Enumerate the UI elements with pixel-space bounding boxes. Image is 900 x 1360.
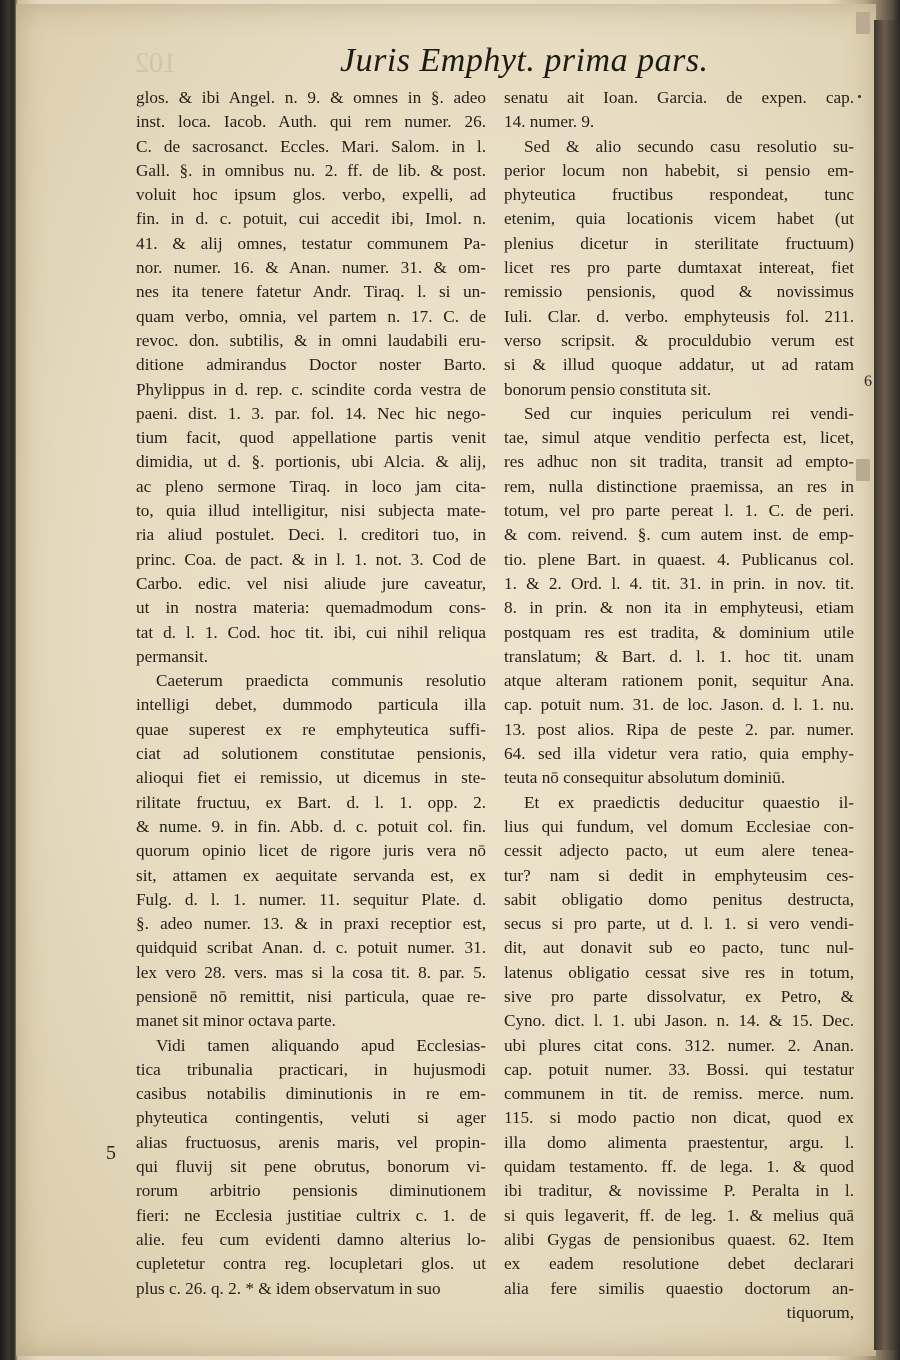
- text-line: teuta nō consequitur absolutum dominiū.: [504, 768, 786, 788]
- text-line: quam verbo, omnia, vel partem n. 17. C. de: [136, 306, 486, 326]
- text-line: licet res pro parte dumtaxat intereat, fiet: [504, 258, 854, 278]
- text-line: ria aliud postulet. Deci. l. creditori tuo, in: [136, 525, 486, 545]
- text-line: 13. post alios. Ripa de peste 2. par. numer.: [504, 719, 854, 739]
- text-line: nes ita tenere fatetur Andr. Tiraq. l. si un-: [136, 282, 486, 302]
- text-line: translatum; & Bart. d. l. 1. hoc tit. unam: [504, 646, 854, 666]
- text-line: cupletetur contra reg. locupletari glos. ut: [136, 1254, 486, 1274]
- text-line: plus c. 26. q. 2. * & idem observatum in suo: [136, 1278, 441, 1298]
- text-line: alias fructuosus, arenis maris, vel propin-: [136, 1132, 486, 1152]
- text-line: tica tribunalia practicari, in hujusmodi: [136, 1059, 486, 1079]
- page-edge-tab: [856, 459, 870, 481]
- text-line: manet sit minor octava parte.: [136, 1011, 336, 1031]
- text-line: fin. in d. c. potuit, cui accedit ibi, Imol. n.: [136, 209, 486, 229]
- text-line: Iuli. Clar. d. verbo. emphyteusis fol. 211.: [504, 306, 854, 326]
- text-line: si & illud quoque addatur, ut ad ratam: [504, 355, 854, 375]
- text-line: 1. & 2. Ord. l. 4. tit. 31. in prin. in nov. tit.: [504, 573, 854, 593]
- text-line: nor. numer. 16. & Anan. numer. 31. & om-: [136, 258, 486, 278]
- text-line: to, quia illud intelligitur, nisi subjecta mate-: [136, 501, 486, 521]
- text-line: Vidi tamen aliquando apud Ecclesias-: [156, 1035, 486, 1055]
- text-line: atque alteram rationem ponit, sequitur Ana.: [504, 671, 854, 691]
- text-line: glos. & ibi Angel. n. 9. & omnes in §. adeo: [136, 88, 486, 107]
- text-line: alibi Gygas de pensionibus quaest. 62. Item: [504, 1229, 854, 1249]
- text-line: 8. in prin. & non ita in emphyteusi, etiam: [504, 598, 854, 618]
- text-line: casibus notabilis diminutionis in re em-: [136, 1084, 486, 1104]
- text-line: rem, nulla distinctione praemissa, an res in: [504, 476, 854, 496]
- text-line: ac pleno sermone Tiraq. in loco jam cita-: [136, 476, 486, 496]
- text-line: alia fere similis quaestio doctorum an-: [504, 1278, 854, 1298]
- ink-mark: [858, 95, 861, 98]
- text-line: verso scripsit. & proculdubio verum est: [504, 330, 854, 350]
- text-line: 115. si modo pactio non dicat, quod ex: [504, 1108, 854, 1128]
- text-line: sabit obligatio domo penitus destructa,: [504, 889, 854, 909]
- text-line: quidam testamento. ff. de lega. 1. & quod: [504, 1157, 854, 1177]
- text-line: ditione admirandus Doctor noster Barto.: [136, 355, 486, 375]
- text-line: cap. potuit num. 31. de loc. Jason. d. l. 1. nu.: [504, 695, 854, 715]
- text-line: Phylippus in d. rep. c. scindite corda vestra de: [136, 379, 486, 399]
- text-line: Sed cur inquies periculum rei vendi-: [524, 403, 854, 423]
- text-line: etenim, quia locationis vicem habet (ut: [504, 209, 854, 229]
- text-line: tur? nam si dedit in emphyteusim ces-: [504, 865, 854, 885]
- running-head: Juris Emphyt. prima pars.: [340, 42, 709, 79]
- text-line: postquam res est tradita, & dominium utile: [504, 622, 854, 642]
- text-line: C. de sacrosanct. Eccles. Mari. Salom. in l.: [136, 136, 486, 156]
- text-line: secus si pro parte, ut d. l. 1. si vero vendi-: [504, 914, 854, 934]
- text-line: tae, simul atque venditio perfecta est, licet,: [504, 428, 854, 448]
- text-line: dimidia, ut d. §. portionis, ubi Alcia. & alij,: [136, 452, 486, 472]
- text-line: illa domo alimenta praestentur, argu. l.: [504, 1132, 854, 1152]
- margin-note-left: 5: [106, 1142, 116, 1164]
- text-line: quidquid scribat Anan. d. c. potuit numer. 31.: [136, 938, 486, 958]
- text-line: & com. reivend. §. cum autem inst. de emp-: [504, 525, 854, 545]
- text-line: res adhuc non sit tradita, transit ad empto-: [504, 452, 854, 472]
- text-line: cap. potuit numer. 33. Bossi. qui testatur: [504, 1059, 854, 1079]
- page-header: [135, 42, 855, 82]
- text-line: inst. loca. Iacob. Auth. qui rem numer. 26.: [136, 112, 486, 132]
- right-text-column: [504, 86, 854, 1325]
- text-line: phyteutica contingentis, veluti si ager: [136, 1108, 486, 1128]
- text-line: remissio pensionis, quod & novissimus: [504, 282, 854, 302]
- text-line: permansit.: [136, 646, 209, 666]
- text-line: senatu ait Ioan. Garcia. de expen. cap.: [504, 88, 854, 107]
- text-line: fieri: ne Ecclesia justitiae cultrix c. 1. de: [136, 1205, 486, 1225]
- text-line: lius qui fundum, vel domum Ecclesiae con-: [504, 816, 854, 836]
- margin-note-right: 6: [864, 373, 872, 390]
- text-line: communem in tit. de remiss. merce. num.: [504, 1084, 854, 1104]
- text-line: 14. numer. 9.: [504, 112, 595, 132]
- text-line: totum, vel pro parte pereat l. 1. C. de peri.: [504, 501, 854, 521]
- facing-page-edge: [874, 20, 900, 1350]
- text-line: dit, aut donavit sub eo pacto, tunc nul-: [504, 938, 854, 958]
- text-line: Gall. §. in omnibus nu. 2. ff. de lib. & post.: [136, 160, 486, 180]
- text-line: Fulg. d. l. 1. numer. 11. sequitur Plate. d.: [136, 889, 486, 909]
- text-line: paeni. dist. 1. 3. par. fol. 14. Nec hic nego-: [136, 403, 486, 423]
- text-line: bonorum pensio constituta sit.: [504, 379, 712, 399]
- text-line: intelligi debet, dummodo particula illa: [136, 695, 486, 715]
- text-line: lex vero 28. vers. mas si la cosa tit. 8. par. 5.: [136, 962, 486, 982]
- text-line: latenus obligatio cessat sive res in totum,: [504, 962, 854, 982]
- text-line: ciat ad solutionem constitutae pensionis,: [136, 744, 486, 764]
- text-line: perior locum non habebit, si pensio em-: [504, 160, 854, 180]
- text-line: qui fluvij sit pene obrutus, bonorum vi-: [136, 1157, 486, 1177]
- text-line: tio. plene Bart. in quaest. 4. Publicanus col.: [504, 549, 854, 569]
- text-line: 41. & alij omnes, testatur communem Pa-: [136, 233, 486, 253]
- page-number: 102: [135, 48, 177, 79]
- text-line: Sed & alio secundo casu resolutio su-: [524, 136, 854, 156]
- text-line: Et ex praedictis deducitur quaestio il-: [524, 792, 854, 812]
- text-line: rorum arbitrio pensionis diminutionem: [136, 1181, 486, 1201]
- left-text-column: [136, 86, 486, 1301]
- text-line: 64. sed illa videtur vera ratio, quia emphy-: [504, 744, 854, 764]
- text-line: Cyno. dict. l. 1. ubi Jason. n. 14. & 15. Dec.: [504, 1011, 854, 1031]
- text-line: cessit adjecto pacto, ut eum alere tenea-: [504, 841, 854, 861]
- text-line: quorum opinio licet de rigore juris vera nō: [136, 841, 486, 861]
- text-line: ibi traditur, & novissime P. Peralta in l.: [504, 1181, 854, 1201]
- text-line: alie. feu cum evidenti damno alterius lo-: [136, 1229, 486, 1249]
- text-line: ut in nostra materia: quemadmodum cons-: [136, 598, 486, 618]
- text-line: revoc. don. subtilis, & in omni laudabili eru-: [136, 330, 486, 350]
- text-line: ex eadem resolutione debet declarari: [504, 1254, 854, 1274]
- text-line: sive pro parte dissolvatur, ex Petro, &: [504, 986, 854, 1006]
- text-line: voluit hoc ipsum glos. verbo, expelli, ad: [136, 185, 486, 205]
- text-line: tat d. l. 1. Cod. hoc tit. ibi, cui nihil reliqua: [136, 622, 486, 642]
- text-line: plenius dicetur in sterilitate fructuum): [504, 233, 854, 253]
- text-line: rilitate fructuu, ex Bart. d. l. 1. opp. 2.: [136, 792, 486, 812]
- text-line: Carbo. edic. vel nisi aliude jure caveatur,: [136, 573, 486, 593]
- text-line: sit, attamen ex aequitate servanda est, ex: [136, 865, 486, 885]
- text-line: Caeterum praedicta communis resolutio: [156, 671, 486, 691]
- text-line: princ. Coa. de pact. & in l. 1. not. 3. Cod de: [136, 549, 486, 569]
- text-line: pensionē nō remittit, nisi particula, quae re-: [136, 986, 486, 1006]
- text-line: alioqui fiet ei remissio, ut dicemus in ste-: [136, 768, 486, 788]
- text-line: tium facit, quod appellatione partis venit: [136, 428, 486, 448]
- text-line: ubi plures citat cons. 312. numer. 2. Anan.: [504, 1035, 854, 1055]
- page-edge-tab: [856, 12, 870, 34]
- text-line: & nume. 9. in fin. Abb. d. c. potuit col. fin.: [136, 816, 486, 836]
- text-line: phyteutica fructibus respondeat, tunc: [504, 185, 854, 205]
- text-line: si quis legaverit, ff. de leg. 1. & melius quā: [504, 1205, 854, 1225]
- text-line: tiquorum,: [786, 1302, 854, 1322]
- text-line: quae superest ex re emphyteutica suffi-: [136, 719, 486, 739]
- text-line: §. adeo numer. 13. & in praxi receptior est,: [136, 914, 486, 934]
